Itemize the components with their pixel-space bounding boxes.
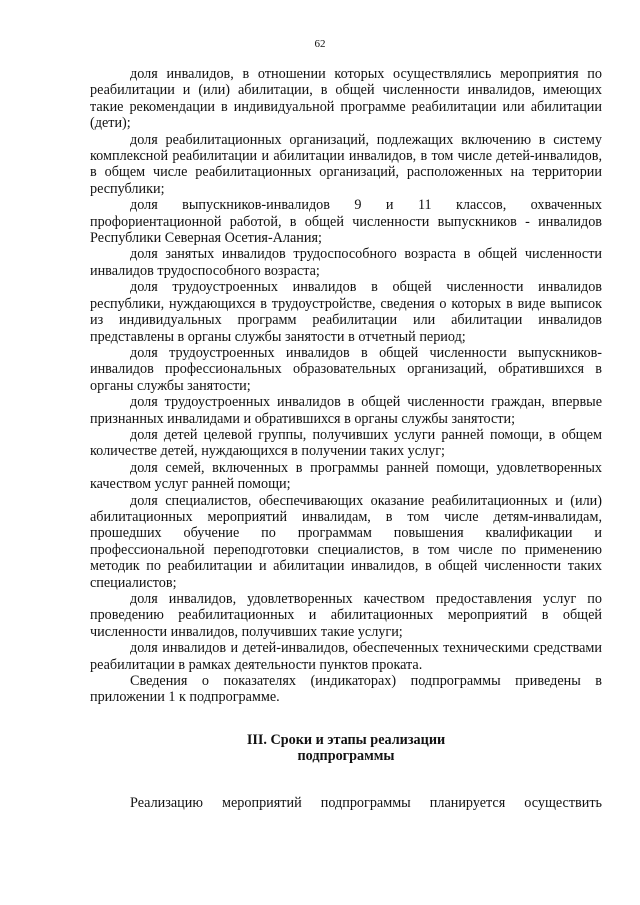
paragraph: доля специалистов, обеспечивающих оказание реабилитационных и (или) абилитационных мероприятий инвалидам, в том числе детям-инвалидам, прошедших обучение по программам повышения квалификации и профессиональной переподготовки специалистов, в том числе по применению методик по реабилитации и абилитации инвалидов, в общей численности таких специалистов; — [90, 492, 602, 591]
paragraph: доля инвалидов, в отношении которых осуществлялись мероприятия по реабилитации и (или) абилитации, в общей численности инвалидов, имеющих такие рекомендации в индивидуальной программе реабилитации или абилитации (дети); — [90, 66, 602, 132]
paragraph: доля занятых инвалидов трудоспособного возраста в общей численности инвалидов трудоспособного возраста; — [90, 246, 602, 279]
paragraph: доля реабилитационных организаций, подлежащих включению в систему комплексной реабилитации и абилитации инвалидов, в том числе детей-инвалидов, в общем числе реабилитационных организаций, расположенных на территории республики; — [90, 131, 602, 197]
section-heading — [90, 732, 602, 765]
document-body — [90, 66, 602, 811]
section-heading-line-1: III. Сроки и этапы реализации — [246, 731, 446, 748]
paragraph: доля инвалидов, удовлетворенных качеством предоставления услуг по проведению реабилитационных и абилитационных мероприятий в общей численности инвалидов, получивших такие услуги; — [90, 591, 602, 640]
section-heading-line-2: подпрограммы — [297, 748, 395, 765]
paragraph: доля инвалидов и детей-инвалидов, обеспеченных техническими средствами реабилитации в рамках деятельности пунктов проката. — [90, 640, 602, 673]
paragraph: доля семей, включенных в программы ранней помощи, удовлетворенных качеством услуг ранней помощи; — [90, 459, 602, 493]
paragraph: доля трудоустроенных инвалидов в общей численности граждан, впервые признанных инвалидами и обратившихся в органы службы занятости; — [90, 394, 602, 427]
paragraph: доля трудоустроенных инвалидов в общей численности выпускников-инвалидов профессиональных образовательных организаций, обратившихся в органы службы занятости; — [90, 344, 602, 394]
paragraph: Реализацию мероприятий подпрограммы планируется осуществить — [130, 794, 602, 811]
paragraph: Сведения о показателях (индикаторах) подпрограммы приведены в приложении 1 к подпрограмме. — [90, 673, 602, 706]
paragraph: доля выпускников-инвалидов 9 и 11 классов, охваченных профориентационной работой, в общей численности выпускников - инвалидов Республики Северная Осетия-Алания; — [90, 197, 602, 247]
paragraph: доля трудоустроенных инвалидов в общей численности инвалидов республики, нуждающихся в трудоустройстве, сведения о которых в виде выписок из индивидуальных программ реабилитации или абилитации инвалидов представлены в органы службы занятости в отчетный период; — [90, 279, 602, 345]
paragraph: доля детей целевой группы, получивших услуги ранней помощи, в общем количестве детей, нуждающихся в получении таких услуг; — [90, 426, 602, 460]
page-number: 62 — [314, 38, 326, 50]
